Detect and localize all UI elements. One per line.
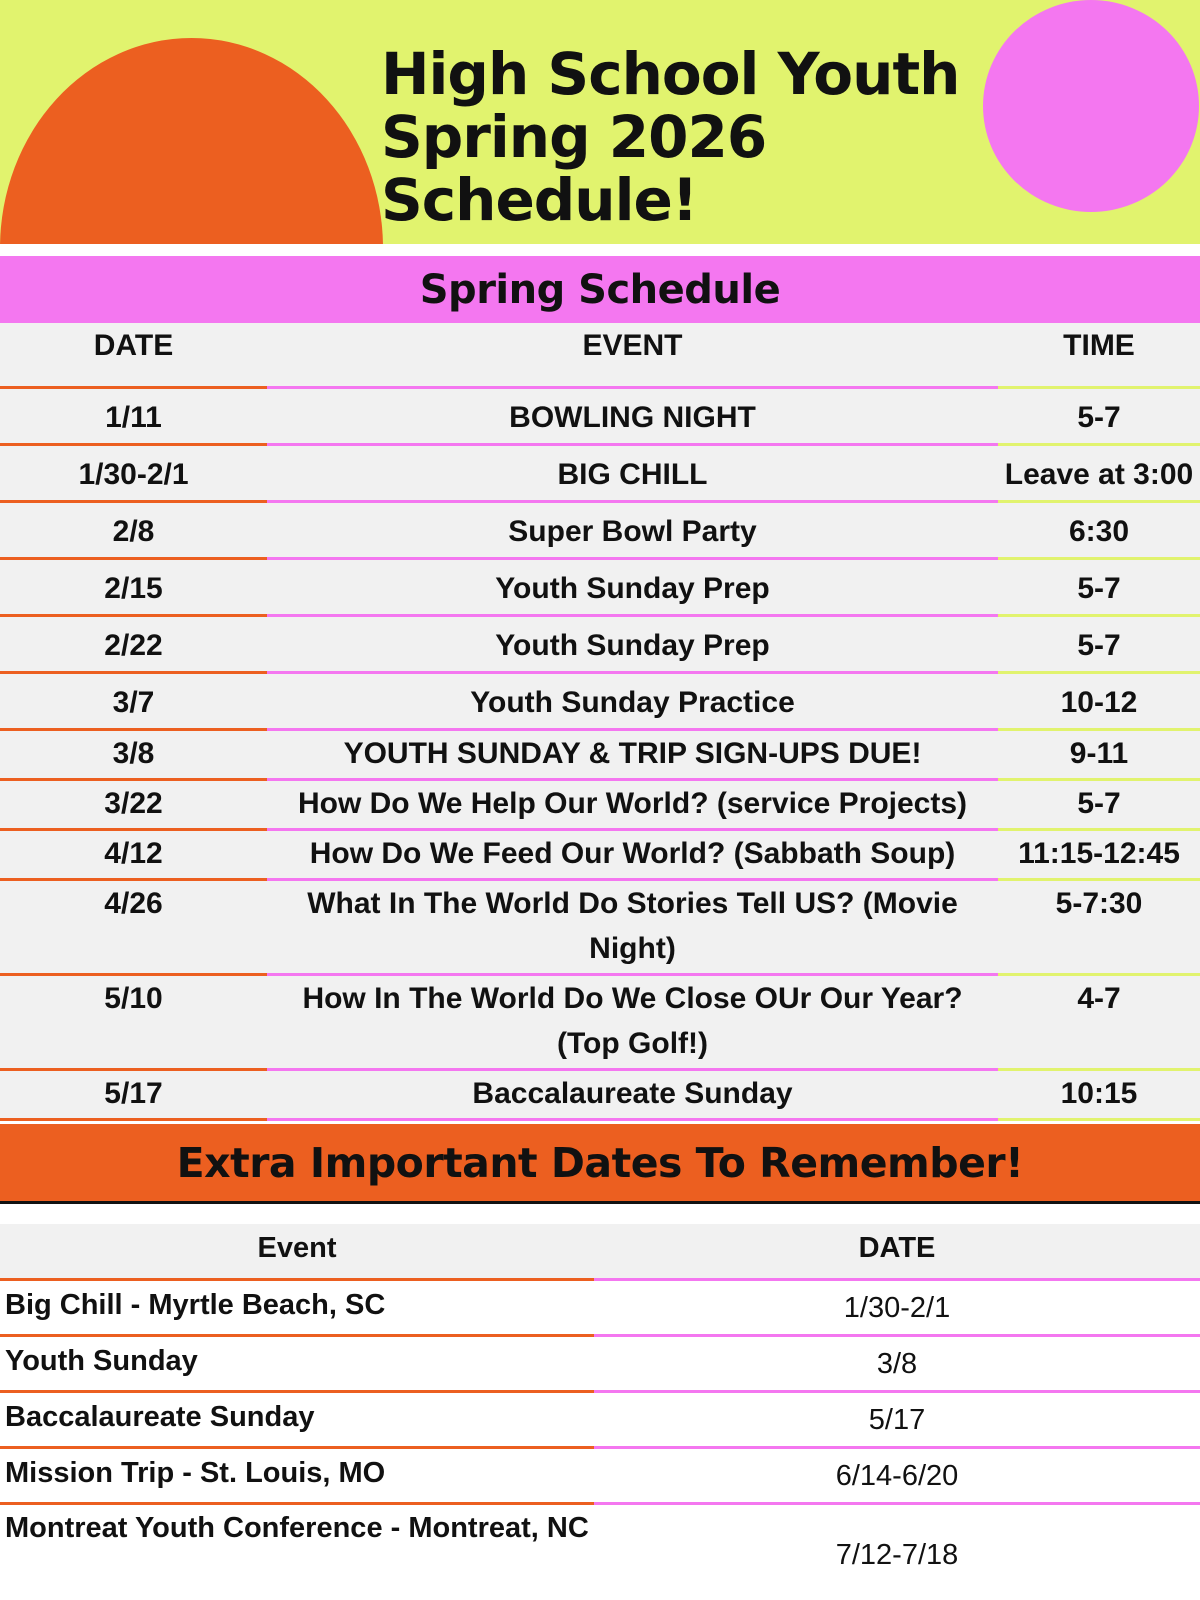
row-time: 5-7 xyxy=(998,617,1200,674)
table-header-row xyxy=(0,323,1200,389)
row-date: 2/8 xyxy=(0,503,267,560)
row-event: How Do We Help Our World? (service Projects) xyxy=(267,781,998,831)
row-date: 3/8 xyxy=(594,1337,1200,1393)
row-date: 1/11 xyxy=(0,389,267,446)
row-date: 5/10 xyxy=(0,976,267,1071)
column-header-event: Event xyxy=(0,1224,594,1281)
row-event: Super Bowl Party xyxy=(267,503,998,560)
row-date: 1/30-2/1 xyxy=(0,446,267,503)
table-row xyxy=(0,1281,1200,1337)
row-time: 5-7 xyxy=(998,781,1200,831)
row-date: 3/8 xyxy=(0,731,267,781)
row-time: Leave at 3:00 xyxy=(998,446,1200,503)
row-time: 10-12 xyxy=(998,674,1200,731)
table-row xyxy=(0,831,1200,881)
orange-half-circle-decoration xyxy=(0,38,383,244)
table-row xyxy=(0,503,1200,560)
row-event: How Do We Feed Our World? (Sabbath Soup) xyxy=(267,831,998,881)
table-row xyxy=(0,881,1200,976)
table-row xyxy=(0,617,1200,674)
column-header-date: DATE xyxy=(0,323,267,389)
header-banner xyxy=(0,0,1200,244)
row-event: BOWLING NIGHT xyxy=(267,389,998,446)
table-row xyxy=(0,1449,1200,1505)
row-time: 4-7 xyxy=(998,976,1200,1071)
row-date: 2/15 xyxy=(0,560,267,617)
row-date: 5/17 xyxy=(0,1071,267,1121)
title-line-1: High School Youth xyxy=(381,40,960,108)
row-event: BIG CHILL xyxy=(267,446,998,503)
row-date: 6/14-6/20 xyxy=(594,1449,1200,1505)
row-date: 3/22 xyxy=(0,781,267,831)
row-time: 10:15 xyxy=(998,1071,1200,1121)
row-event: Mission Trip - St. Louis, MO xyxy=(0,1449,594,1505)
row-date: 4/26 xyxy=(0,881,267,976)
title-line-3: Schedule! xyxy=(381,166,698,234)
column-header-time: TIME xyxy=(998,323,1200,389)
row-event: YOUTH SUNDAY & TRIP SIGN-UPS DUE! xyxy=(267,731,998,781)
row-time: 11:15-12:45 xyxy=(998,831,1200,881)
pink-circle-decoration xyxy=(983,0,1199,212)
row-event: How In The World Do We Close OUr Our Year? (Top Golf!) xyxy=(267,976,998,1071)
table-row xyxy=(0,781,1200,831)
extra-dates-heading: Extra Important Dates To Remember! xyxy=(0,1124,1200,1204)
row-event: What In The World Do Stories Tell US? (Movie Night) xyxy=(267,881,998,976)
table-header-row xyxy=(0,1224,1200,1281)
row-date: 2/22 xyxy=(0,617,267,674)
row-time: 9-11 xyxy=(998,731,1200,781)
row-time: 6:30 xyxy=(998,503,1200,560)
page-title xyxy=(381,40,1001,234)
title-line-2: Spring 2026 xyxy=(381,103,767,171)
row-date: 3/7 xyxy=(0,674,267,731)
row-event: Baccalaureate Sunday xyxy=(0,1393,594,1449)
table-row xyxy=(0,389,1200,446)
row-event: Montreat Youth Conference - Montreat, NC xyxy=(5,1512,589,1544)
table-row xyxy=(0,560,1200,617)
row-event: Youth Sunday Prep xyxy=(267,617,998,674)
table-row xyxy=(0,1071,1200,1121)
row-event: Youth Sunday Practice xyxy=(267,674,998,731)
row-date: 4/12 xyxy=(0,831,267,881)
extra-dates-table xyxy=(0,1224,1200,1600)
row-time: 5-7:30 xyxy=(998,881,1200,976)
column-header-event: EVENT xyxy=(267,323,998,389)
row-time: 5-7 xyxy=(998,560,1200,617)
row-event: Baccalaureate Sunday xyxy=(267,1071,998,1121)
row-event: Youth Sunday Prep xyxy=(267,560,998,617)
table-row xyxy=(0,674,1200,731)
table-row xyxy=(0,1505,1200,1600)
table-row xyxy=(0,446,1200,503)
row-date: 7/12-7/18 xyxy=(835,1539,959,1571)
row-event: Youth Sunday xyxy=(0,1337,594,1393)
row-date: 1/30-2/1 xyxy=(594,1281,1200,1337)
row-event: Big Chill - Myrtle Beach, SC xyxy=(0,1281,594,1337)
table-row xyxy=(0,1393,1200,1449)
spring-schedule-heading: Spring Schedule xyxy=(0,256,1200,323)
header-divider xyxy=(0,244,1200,254)
table-row xyxy=(0,1337,1200,1393)
row-time: 5-7 xyxy=(998,389,1200,446)
table-row xyxy=(0,731,1200,781)
row-date: 5/17 xyxy=(594,1393,1200,1449)
column-header-date: DATE xyxy=(594,1224,1200,1281)
table-row xyxy=(0,976,1200,1071)
spring-schedule-table xyxy=(0,323,1200,1121)
